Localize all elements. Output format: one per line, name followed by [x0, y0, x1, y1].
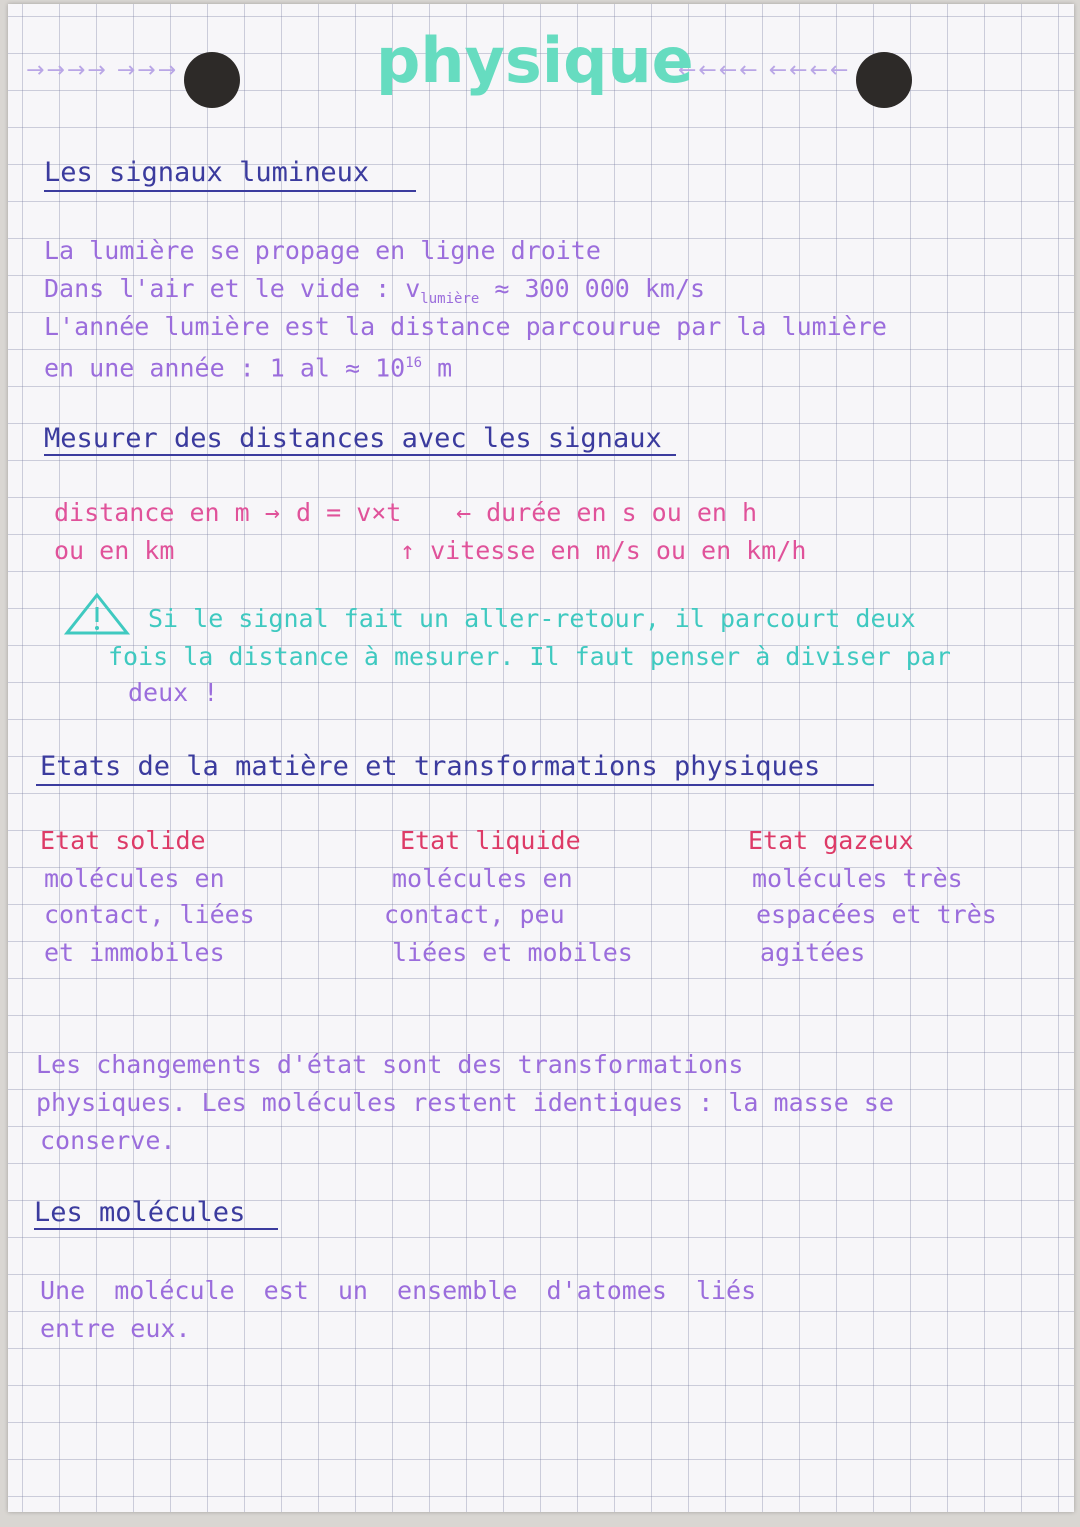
paragraph-line: conserve.: [40, 1126, 176, 1155]
state-desc: et immobiles: [44, 938, 225, 967]
section-heading-etats: Etats de la matière et transformations physiques: [40, 751, 821, 782]
state-desc: agitées: [760, 938, 866, 967]
notebook-page: [8, 4, 1074, 1512]
state-desc: molécules en: [44, 864, 225, 893]
text-line: entre eux.: [40, 1314, 191, 1343]
state-title-solide: Etat solide: [40, 826, 206, 855]
punch-hole-right: [856, 52, 912, 108]
state-title-gazeux: Etat gazeux: [748, 826, 914, 855]
text-line: La lumière se propage en ligne droite: [44, 236, 601, 265]
paragraph-line: physiques. Les molécules restent identiques : la masse se: [36, 1088, 894, 1117]
warning-text: fois la distance à mesurer. Il faut penser à diviser par: [108, 642, 951, 671]
state-desc: contact, peu: [384, 900, 565, 929]
heading-underline: [44, 454, 676, 456]
punch-hole-left: [184, 52, 240, 108]
formula-annotation-speed: ↑ vitesse en m/s ou en km/h: [400, 536, 807, 565]
heading-underline: [36, 784, 874, 786]
formula-label-distance: distance en m →: [54, 498, 280, 527]
state-desc: liées et mobiles: [392, 938, 633, 967]
warning-triangle-icon: [64, 592, 130, 636]
state-title-liquide: Etat liquide: [400, 826, 581, 855]
section-heading-mesurer: Mesurer des distances avec les signaux: [44, 423, 662, 454]
state-desc: espacées et très: [756, 900, 997, 929]
formula-annotation-time: ← durée en s ou en h: [456, 498, 758, 527]
state-desc: molécules en: [392, 864, 573, 893]
heading-underline: [34, 1228, 278, 1230]
text-line: Dans l'air et le vide : $v_{lumière} \approx 300$ 000 km/s: [44, 274, 706, 307]
text-line: L'année lumière est la distance parcourue par la lumière: [44, 312, 887, 341]
state-desc: molécules très: [752, 864, 963, 893]
section-heading-signaux: Les signaux lumineux: [44, 157, 370, 188]
text-line: Une molécule est un ensemble d'atomes liés: [40, 1276, 757, 1305]
arrow-decoration-left: →→→→ →→→: [26, 58, 179, 83]
formula: d = v×t: [296, 498, 402, 527]
section-heading-molecules: Les molécules: [34, 1197, 246, 1228]
arrow-decoration-right: ←←←← ←←←←: [678, 58, 851, 83]
paragraph-line: Les changements d'état sont des transformations: [36, 1050, 744, 1079]
heading-underline: [44, 190, 416, 192]
page-title: physique: [376, 24, 694, 97]
state-desc: contact, liées: [44, 900, 255, 929]
warning-text: Si le signal fait un aller-retour, il parcourt deux: [148, 604, 916, 633]
text-line: en une année : 1 al ≈ $10^{16}$ m: [44, 353, 453, 383]
formula-label-unit: ou en km: [54, 536, 175, 565]
warning-text: deux !: [128, 678, 219, 707]
